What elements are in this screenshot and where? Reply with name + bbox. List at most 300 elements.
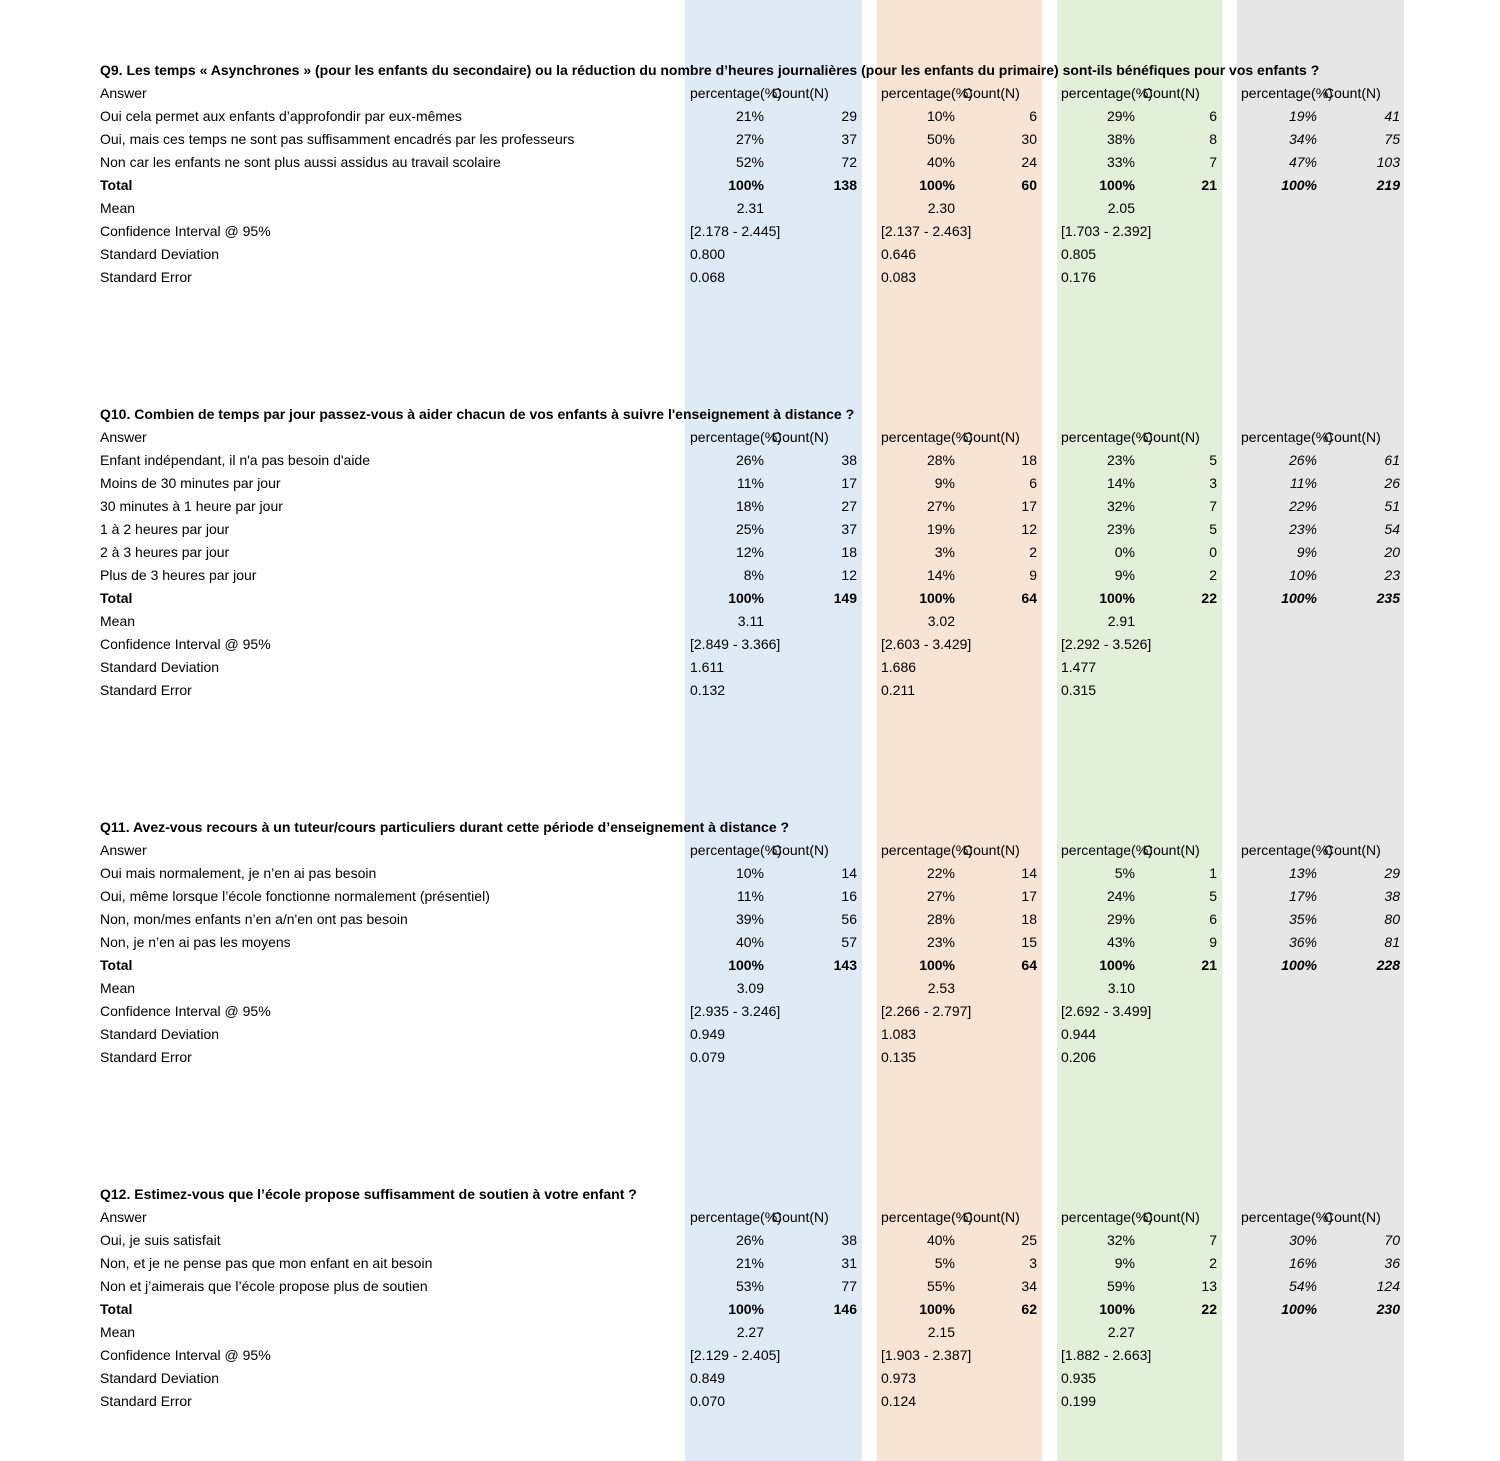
count-header: Count(N) xyxy=(963,842,1020,858)
count-value: 6 xyxy=(1209,108,1217,124)
percentage-header: percentage(%) xyxy=(881,842,973,858)
count-value: 1 xyxy=(1209,865,1217,881)
percentage-value: 18% xyxy=(735,498,764,514)
percentage-value: 16% xyxy=(1288,1255,1317,1271)
mean-value: 2.91 xyxy=(1107,613,1135,629)
standard-error-label: Standard Error xyxy=(100,269,192,285)
answer-label: Oui, même lorsque l’école fonctionne normalement (présentiel) xyxy=(100,888,490,904)
answer-label: Non, et je ne pense pas que mon enfant en ait besoin xyxy=(100,1255,433,1271)
percentage-value: 40% xyxy=(926,154,955,170)
percentage-value: 14% xyxy=(926,567,955,583)
count-header: Count(N) xyxy=(963,1209,1020,1225)
confidence-interval-label: Confidence Interval @ 95% xyxy=(100,223,271,239)
count-value: 25 xyxy=(1021,1232,1037,1248)
standard-deviation-value: 1.611 xyxy=(690,659,724,675)
percentage-value: 3% xyxy=(934,544,955,560)
count-value: 20 xyxy=(1384,544,1400,560)
percentage-value: 25% xyxy=(735,521,764,537)
standard-deviation-row xyxy=(0,1367,1500,1390)
count-header: Count(N) xyxy=(772,842,829,858)
answer-header: Answer xyxy=(100,1209,147,1225)
mean-value: 3.09 xyxy=(736,980,764,996)
mean-label: Mean xyxy=(100,613,136,629)
total-count: 235 xyxy=(1376,590,1400,606)
percentage-header: percentage(%) xyxy=(881,1209,973,1225)
answer-row xyxy=(0,1275,1500,1298)
answer-header: Answer xyxy=(100,85,147,101)
percentage-value: 32% xyxy=(1106,1232,1135,1248)
percentage-header: percentage(%) xyxy=(1241,1209,1333,1225)
percentage-header: percentage(%) xyxy=(881,85,973,101)
count-value: 12 xyxy=(1021,521,1037,537)
percentage-value: 27% xyxy=(926,888,955,904)
answer-label: Moins de 30 minutes par jour xyxy=(100,475,281,491)
count-value: 3 xyxy=(1209,475,1217,491)
percentage-value: 22% xyxy=(1288,498,1317,514)
percentage-value: 24% xyxy=(1106,888,1135,904)
count-value: 80 xyxy=(1384,911,1400,927)
standard-error-value: 0.132 xyxy=(690,682,726,698)
count-value: 14 xyxy=(1021,865,1037,881)
count-value: 57 xyxy=(841,934,857,950)
count-value: 26 xyxy=(1384,475,1400,491)
total-percentage: 100% xyxy=(1281,590,1317,606)
standard-deviation-label: Standard Deviation xyxy=(100,246,220,262)
total-percentage: 100% xyxy=(728,590,764,606)
answer-row xyxy=(0,931,1500,954)
count-value: 7 xyxy=(1209,498,1217,514)
total-count: 60 xyxy=(1021,177,1037,193)
answer-header: Answer xyxy=(100,842,147,858)
percentage-value: 10% xyxy=(735,865,764,881)
count-value: 9 xyxy=(1029,567,1037,583)
confidence-interval-value: [2.849 - 3.366] xyxy=(690,636,781,652)
count-value: 37 xyxy=(841,131,857,147)
standard-error-label: Standard Error xyxy=(100,1049,192,1065)
answer-label: Plus de 3 heures par jour xyxy=(100,567,257,583)
percentage-value: 26% xyxy=(735,452,764,468)
total-count: 149 xyxy=(833,590,857,606)
count-value: 30 xyxy=(1021,131,1037,147)
count-value: 38 xyxy=(841,1232,857,1248)
count-value: 70 xyxy=(1384,1232,1400,1248)
confidence-interval-value: [2.266 - 2.797] xyxy=(881,1003,972,1019)
percentage-value: 21% xyxy=(735,108,764,124)
confidence-interval-value: [2.129 - 2.405] xyxy=(690,1347,781,1363)
mean-value: 2.53 xyxy=(927,980,955,996)
total-count: 21 xyxy=(1201,957,1217,973)
standard-deviation-label: Standard Deviation xyxy=(100,1026,220,1042)
percentage-value: 9% xyxy=(1296,544,1317,560)
mean-label: Mean xyxy=(100,980,136,996)
standard-error-row xyxy=(0,1046,1500,1069)
count-value: 29 xyxy=(841,108,857,124)
total-percentage: 100% xyxy=(1099,177,1135,193)
standard-deviation-row xyxy=(0,1023,1500,1046)
count-value: 8 xyxy=(1209,131,1217,147)
confidence-interval-value: [1.882 - 2.663] xyxy=(1061,1347,1152,1363)
count-header: Count(N) xyxy=(963,85,1020,101)
percentage-header: percentage(%) xyxy=(690,1209,782,1225)
confidence-interval-label: Confidence Interval @ 95% xyxy=(100,1003,271,1019)
percentage-header: percentage(%) xyxy=(1241,842,1333,858)
answer-row xyxy=(0,518,1500,541)
standard-error-value: 0.070 xyxy=(690,1393,726,1409)
standard-deviation-row xyxy=(0,656,1500,679)
standard-error-row xyxy=(0,266,1500,289)
total-percentage: 100% xyxy=(1099,1301,1135,1317)
count-value: 17 xyxy=(841,475,857,491)
count-value: 27 xyxy=(841,498,857,514)
standard-error-value: 0.083 xyxy=(881,269,917,285)
percentage-value: 13% xyxy=(1288,865,1317,881)
count-value: 6 xyxy=(1209,911,1217,927)
percentage-value: 0% xyxy=(1114,544,1135,560)
percentage-header: percentage(%) xyxy=(1241,429,1333,445)
percentage-value: 23% xyxy=(1288,521,1317,537)
percentage-header: percentage(%) xyxy=(690,842,782,858)
answer-label: Oui cela permet aux enfants d’approfondir par eux-mêmes xyxy=(100,108,462,124)
standard-deviation-value: 0.800 xyxy=(690,246,726,262)
mean-value: 2.27 xyxy=(736,1324,764,1340)
answer-label: Non, mon/mes enfants n’en a/n'en ont pas besoin xyxy=(100,911,408,927)
total-percentage: 100% xyxy=(1099,957,1135,973)
count-value: 18 xyxy=(841,544,857,560)
count-header: Count(N) xyxy=(772,429,829,445)
count-value: 5 xyxy=(1209,452,1217,468)
count-header: Count(N) xyxy=(1143,429,1200,445)
percentage-header: percentage(%) xyxy=(1061,85,1153,101)
confidence-interval-row xyxy=(0,1000,1500,1023)
total-count: 62 xyxy=(1021,1301,1037,1317)
count-header: Count(N) xyxy=(1324,1209,1381,1225)
percentage-value: 29% xyxy=(1106,911,1135,927)
answer-row xyxy=(0,495,1500,518)
percentage-value: 40% xyxy=(735,934,764,950)
answer-row xyxy=(0,908,1500,931)
percentage-value: 19% xyxy=(1288,108,1317,124)
count-value: 38 xyxy=(841,452,857,468)
percentage-value: 10% xyxy=(926,108,955,124)
answer-row xyxy=(0,1252,1500,1275)
count-value: 9 xyxy=(1209,934,1217,950)
percentage-value: 23% xyxy=(926,934,955,950)
percentage-value: 22% xyxy=(926,865,955,881)
standard-deviation-value: 0.646 xyxy=(881,246,917,262)
answer-label: Non et j’aimerais que l’école propose plus de soutien xyxy=(100,1278,428,1294)
percentage-value: 40% xyxy=(926,1232,955,1248)
table-header-row xyxy=(0,82,1500,105)
total-row xyxy=(0,174,1500,197)
count-value: 7 xyxy=(1209,154,1217,170)
count-value: 61 xyxy=(1384,452,1400,468)
percentage-value: 28% xyxy=(926,911,955,927)
count-value: 18 xyxy=(1021,452,1037,468)
confidence-interval-value: [2.178 - 2.445] xyxy=(690,223,781,239)
count-value: 2 xyxy=(1209,1255,1217,1271)
percentage-value: 11% xyxy=(737,888,764,904)
percentage-value: 29% xyxy=(1106,108,1135,124)
count-header: Count(N) xyxy=(1143,842,1200,858)
question-title: Q12. Estimez-vous que l’école propose suffisamment de soutien à votre enfant ? xyxy=(100,1186,637,1202)
count-value: 17 xyxy=(1021,888,1037,904)
percentage-value: 47% xyxy=(1288,154,1317,170)
total-percentage: 100% xyxy=(919,957,955,973)
confidence-interval-value: [2.292 - 3.526] xyxy=(1061,636,1152,652)
count-value: 56 xyxy=(841,911,857,927)
count-value: 15 xyxy=(1021,934,1037,950)
count-value: 16 xyxy=(841,888,857,904)
count-header: Count(N) xyxy=(772,85,829,101)
confidence-interval-value: [2.603 - 3.429] xyxy=(881,636,972,652)
mean-value: 3.10 xyxy=(1107,980,1135,996)
standard-error-value: 0.206 xyxy=(1061,1049,1097,1065)
mean-value: 3.02 xyxy=(927,613,955,629)
answer-row xyxy=(0,1229,1500,1252)
total-count: 22 xyxy=(1201,1301,1217,1317)
standard-deviation-value: 0.973 xyxy=(881,1370,917,1386)
percentage-header: percentage(%) xyxy=(690,85,782,101)
question-title: Q11. Avez-vous recours à un tuteur/cours particuliers durant cette période d’enseignement à distance ? xyxy=(100,819,790,835)
total-row xyxy=(0,1298,1500,1321)
percentage-header: percentage(%) xyxy=(1061,842,1153,858)
percentage-value: 19% xyxy=(926,521,955,537)
standard-error-value: 0.315 xyxy=(1061,682,1097,698)
standard-error-value: 0.124 xyxy=(881,1393,917,1409)
mean-value: 3.11 xyxy=(737,613,764,629)
total-count: 143 xyxy=(833,957,857,973)
standard-deviation-value: 0.849 xyxy=(690,1370,726,1386)
count-value: 5 xyxy=(1209,888,1217,904)
percentage-value: 27% xyxy=(926,498,955,514)
mean-value: 2.05 xyxy=(1107,200,1135,216)
standard-error-value: 0.176 xyxy=(1061,269,1097,285)
mean-row xyxy=(0,610,1500,633)
percentage-header: percentage(%) xyxy=(690,429,782,445)
count-value: 14 xyxy=(841,865,857,881)
percentage-value: 52% xyxy=(735,154,764,170)
count-value: 23 xyxy=(1384,567,1400,583)
answer-label: Oui, mais ces temps ne sont pas suffisamment encadrés par les professeurs xyxy=(100,131,575,147)
mean-value: 2.15 xyxy=(927,1324,955,1340)
mean-row xyxy=(0,1321,1500,1344)
percentage-header: percentage(%) xyxy=(1061,429,1153,445)
count-value: 2 xyxy=(1209,567,1217,583)
total-count: 22 xyxy=(1201,590,1217,606)
answer-label: Non car les enfants ne sont plus aussi assidus au travail scolaire xyxy=(100,154,501,170)
confidence-interval-label: Confidence Interval @ 95% xyxy=(100,636,271,652)
answer-label: 1 à 2 heures par jour xyxy=(100,521,230,537)
count-value: 2 xyxy=(1029,544,1037,560)
confidence-interval-label: Confidence Interval @ 95% xyxy=(100,1347,271,1363)
mean-value: 2.31 xyxy=(736,200,764,216)
standard-deviation-row xyxy=(0,243,1500,266)
answer-label: Oui, je suis satisfait xyxy=(100,1232,221,1248)
answer-row xyxy=(0,541,1500,564)
standard-deviation-value: 0.935 xyxy=(1061,1370,1097,1386)
count-value: 5 xyxy=(1209,521,1217,537)
percentage-value: 38% xyxy=(1106,131,1135,147)
count-value: 6 xyxy=(1029,108,1037,124)
count-value: 7 xyxy=(1209,1232,1217,1248)
percentage-value: 55% xyxy=(926,1278,955,1294)
percentage-value: 35% xyxy=(1288,911,1317,927)
count-value: 3 xyxy=(1029,1255,1037,1271)
total-percentage: 100% xyxy=(1099,590,1135,606)
total-percentage: 100% xyxy=(1281,1301,1317,1317)
count-header: Count(N) xyxy=(1324,429,1381,445)
answer-row xyxy=(0,472,1500,495)
count-value: 31 xyxy=(841,1255,857,1271)
mean-label: Mean xyxy=(100,200,136,216)
standard-error-value: 0.079 xyxy=(690,1049,726,1065)
answer-row xyxy=(0,885,1500,908)
percentage-value: 33% xyxy=(1106,154,1135,170)
count-header: Count(N) xyxy=(772,1209,829,1225)
total-row xyxy=(0,587,1500,610)
count-value: 38 xyxy=(1384,888,1400,904)
total-count: 64 xyxy=(1021,590,1037,606)
count-header: Count(N) xyxy=(1143,85,1200,101)
percentage-value: 11% xyxy=(737,475,764,491)
count-value: 72 xyxy=(841,154,857,170)
count-value: 75 xyxy=(1384,131,1400,147)
confidence-interval-value: [2.692 - 3.499] xyxy=(1061,1003,1152,1019)
count-value: 103 xyxy=(1376,154,1400,170)
count-value: 13 xyxy=(1201,1278,1217,1294)
total-count: 138 xyxy=(833,177,857,193)
total-percentage: 100% xyxy=(728,957,764,973)
percentage-header: percentage(%) xyxy=(1241,85,1333,101)
table-header-row xyxy=(0,1206,1500,1229)
total-count: 228 xyxy=(1376,957,1400,973)
count-value: 37 xyxy=(841,521,857,537)
count-value: 34 xyxy=(1021,1278,1037,1294)
mean-label: Mean xyxy=(100,1324,136,1340)
count-value: 18 xyxy=(1021,911,1037,927)
confidence-interval-value: [2.137 - 2.463] xyxy=(881,223,972,239)
percentage-value: 23% xyxy=(1106,521,1135,537)
confidence-interval-row xyxy=(0,220,1500,243)
confidence-interval-value: [1.903 - 2.387] xyxy=(881,1347,972,1363)
standard-deviation-value: 0.949 xyxy=(690,1026,726,1042)
total-percentage: 100% xyxy=(728,177,764,193)
percentage-value: 54% xyxy=(1288,1278,1317,1294)
question-title: Q9. Les temps « Asynchrones » (pour les enfants du secondaire) ou la réduction du nombre d’heures journalières (pour les enfants du primaire) sont-ils bénéfiques pour vos enfants ? xyxy=(100,62,1320,78)
answer-label: 30 minutes à 1 heure par jour xyxy=(100,498,283,514)
percentage-value: 23% xyxy=(1106,452,1135,468)
percentage-value: 17% xyxy=(1288,888,1317,904)
confidence-interval-row xyxy=(0,1344,1500,1367)
answer-header: Answer xyxy=(100,429,147,445)
percentage-value: 28% xyxy=(926,452,955,468)
percentage-value: 9% xyxy=(1114,567,1135,583)
standard-error-value: 0.211 xyxy=(881,682,915,698)
mean-row xyxy=(0,977,1500,1000)
count-value: 51 xyxy=(1384,498,1400,514)
standard-error-row xyxy=(0,1390,1500,1413)
percentage-value: 5% xyxy=(1114,865,1135,881)
count-value: 17 xyxy=(1021,498,1037,514)
answer-label: Non, je n’en ai pas les moyens xyxy=(100,934,291,950)
percentage-value: 11% xyxy=(1290,475,1317,491)
total-count: 64 xyxy=(1021,957,1037,973)
answer-row xyxy=(0,151,1500,174)
percentage-value: 27% xyxy=(735,131,764,147)
total-percentage: 100% xyxy=(919,590,955,606)
standard-error-value: 0.199 xyxy=(1061,1393,1097,1409)
mean-value: 2.30 xyxy=(927,200,955,216)
count-value: 24 xyxy=(1021,154,1037,170)
count-value: 77 xyxy=(841,1278,857,1294)
total-count: 21 xyxy=(1201,177,1217,193)
percentage-value: 26% xyxy=(735,1232,764,1248)
total-percentage: 100% xyxy=(1281,177,1317,193)
confidence-interval-value: [1.703 - 2.392] xyxy=(1061,223,1152,239)
count-value: 29 xyxy=(1384,865,1400,881)
total-label: Total xyxy=(100,177,133,193)
mean-row xyxy=(0,197,1500,220)
total-count: 230 xyxy=(1376,1301,1400,1317)
total-percentage: 100% xyxy=(728,1301,764,1317)
answer-label: 2 à 3 heures par jour xyxy=(100,544,230,560)
confidence-interval-row xyxy=(0,633,1500,656)
total-label: Total xyxy=(100,590,133,606)
percentage-value: 26% xyxy=(1288,452,1317,468)
percentage-value: 39% xyxy=(735,911,764,927)
percentage-value: 53% xyxy=(735,1278,764,1294)
percentage-value: 50% xyxy=(926,131,955,147)
standard-error-value: 0.135 xyxy=(881,1049,917,1065)
standard-deviation-label: Standard Deviation xyxy=(100,659,220,675)
count-value: 41 xyxy=(1384,108,1400,124)
standard-error-label: Standard Error xyxy=(100,682,192,698)
percentage-value: 30% xyxy=(1288,1232,1317,1248)
confidence-interval-value: [2.935 - 3.246] xyxy=(690,1003,781,1019)
percentage-value: 8% xyxy=(743,567,764,583)
total-count: 146 xyxy=(833,1301,857,1317)
count-value: 124 xyxy=(1376,1278,1400,1294)
count-value: 6 xyxy=(1029,475,1037,491)
answer-row xyxy=(0,105,1500,128)
percentage-value: 9% xyxy=(1114,1255,1135,1271)
total-row xyxy=(0,954,1500,977)
percentage-value: 43% xyxy=(1106,934,1135,950)
percentage-value: 32% xyxy=(1106,498,1135,514)
answer-label: Enfant indépendant, il n'a pas besoin d'aide xyxy=(100,452,370,468)
percentage-value: 5% xyxy=(934,1255,955,1271)
percentage-header: percentage(%) xyxy=(881,429,973,445)
standard-error-label: Standard Error xyxy=(100,1393,192,1409)
total-percentage: 100% xyxy=(1281,957,1317,973)
count-header: Count(N) xyxy=(963,429,1020,445)
count-value: 81 xyxy=(1384,934,1400,950)
percentage-header: percentage(%) xyxy=(1061,1209,1153,1225)
count-value: 54 xyxy=(1384,521,1400,537)
table-header-row xyxy=(0,839,1500,862)
count-header: Count(N) xyxy=(1324,85,1381,101)
total-label: Total xyxy=(100,1301,133,1317)
count-header: Count(N) xyxy=(1143,1209,1200,1225)
percentage-value: 36% xyxy=(1288,934,1317,950)
answer-label: Oui mais normalement, je n’en ai pas besoin xyxy=(100,865,377,881)
standard-deviation-value: 1.477 xyxy=(1061,659,1097,675)
answer-row xyxy=(0,564,1500,587)
total-percentage: 100% xyxy=(919,177,955,193)
count-value: 36 xyxy=(1384,1255,1400,1271)
table-header-row xyxy=(0,426,1500,449)
count-header: Count(N) xyxy=(1324,842,1381,858)
